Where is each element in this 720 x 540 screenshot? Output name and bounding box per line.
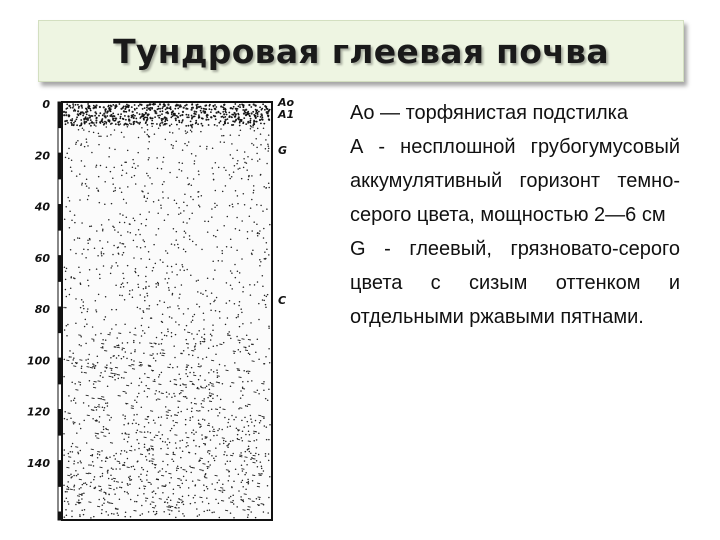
horizon-ao-description: Ао — торфянистая подстилка: [350, 102, 628, 124]
horizon-a-description: А - несплошной грубогумусовый аккумулятивный горизонт темно-серого цвета, мощностью 2—6 см: [350, 136, 680, 226]
horizon-labels: [277, 96, 295, 307]
page-title: Тундровая глеевая почва: [113, 31, 609, 71]
depth-label: 40: [34, 200, 50, 214]
horizon-description: [350, 96, 680, 334]
horizon-label: Ao: [278, 96, 295, 109]
horizon-label: G: [278, 144, 288, 157]
title-banner: [38, 20, 684, 82]
soil-profile-diagram: [14, 92, 310, 524]
depth-label: 140: [27, 456, 50, 470]
depth-label: 20: [34, 149, 50, 163]
depth-label: 80: [34, 303, 50, 316]
depth-label: 60: [34, 251, 50, 265]
depth-labels: [27, 98, 50, 470]
depth-label: 120: [27, 405, 50, 419]
soil-profile-figure: [14, 92, 310, 524]
horizon-label: C: [278, 294, 287, 307]
profile-column: [62, 102, 272, 520]
depth-label: 100: [27, 354, 50, 368]
horizon-label: A1: [278, 108, 295, 121]
horizon-g-description: G - глеевый, грязновато-серого цвета с сизым оттенком и отдельными ржавыми пятнами.: [350, 238, 680, 328]
depth-label: 0: [42, 98, 50, 111]
